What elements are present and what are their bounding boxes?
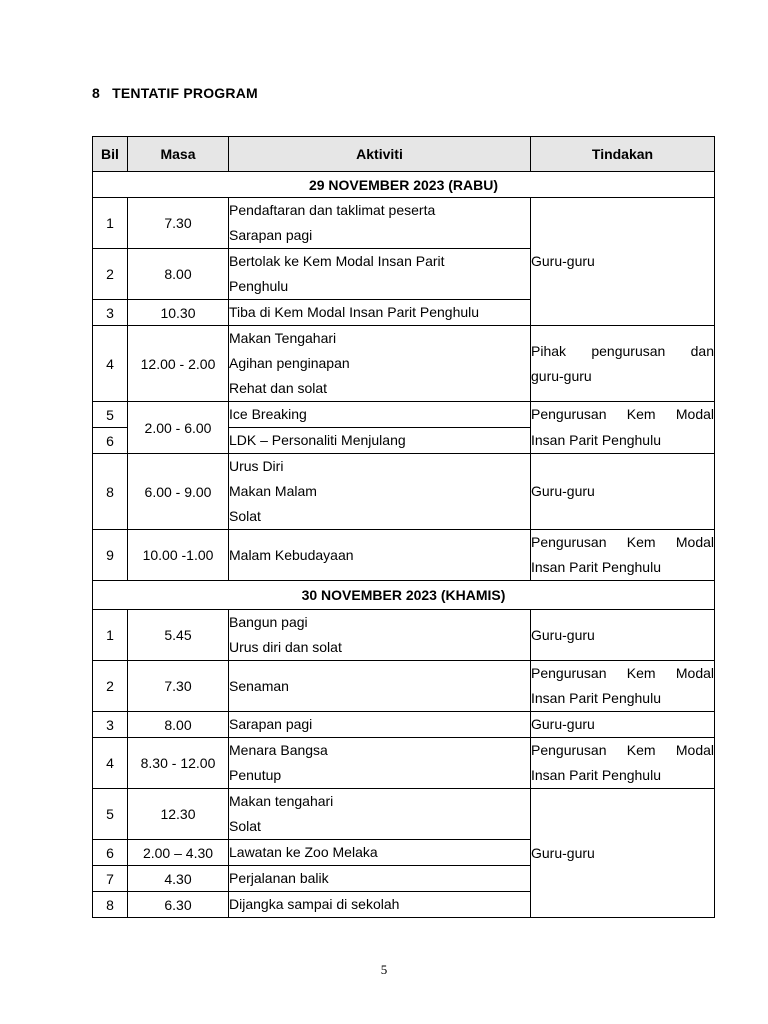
aktiviti-cell: Sarapan pagi [229,712,531,738]
bil-cell: 4 [93,326,128,402]
table-row [93,198,715,249]
aktiviti-cell [229,610,531,661]
day-row [93,172,715,198]
aktiviti-cell: LDK – Personaliti Menjulang [229,428,531,454]
aktiviti-cell [229,198,531,249]
aktiviti-line: Menara Bangsa [229,742,328,758]
masa-cell: 8.00 [128,712,229,738]
aktiviti-cell [229,326,531,402]
table-row [93,661,715,712]
aktiviti-cell: Perjalanan balik [229,866,531,892]
aktiviti-cell: Dijangka sampai di sekolah [229,892,531,918]
tindakan-line: Insan Parit Penghulu [531,559,661,575]
tindakan-line: Pengurusan Kem Modal [531,742,714,758]
tindakan-cell [531,661,715,712]
table-row [93,789,715,840]
bil-cell: 9 [93,530,128,581]
masa-cell: 7.30 [128,661,229,712]
masa-cell: 6.00 - 9.00 [128,454,229,530]
header-tindakan: Tindakan [531,137,715,172]
bil-cell: 2 [93,249,128,300]
aktiviti-cell: Lawatan ke Zoo Melaka [229,840,531,866]
table-row [93,402,715,428]
aktiviti-line: Urus diri dan solat [229,639,342,655]
aktiviti-line: Urus Diri [229,458,284,474]
masa-cell: 4.30 [128,866,229,892]
aktiviti-line: Penghulu [229,278,289,294]
tindakan-cell [531,326,715,402]
tindakan-line: Pengurusan Kem Modal [531,406,714,423]
header-bil: Bil [93,137,128,172]
aktiviti-cell [229,249,531,300]
masa-cell: 6.30 [128,892,229,918]
masa-cell: 10.30 [128,300,229,326]
table-header-row [93,137,715,172]
tindakan-line: Insan Parit Penghulu [531,767,661,783]
masa-cell: 5.45 [128,610,229,661]
aktiviti-line: Sarapan pagi [229,227,313,243]
program-table [92,136,715,918]
header-aktiviti: Aktiviti [229,137,531,172]
header-masa: Masa [128,137,229,172]
masa-cell: 7.30 [128,198,229,249]
bil-cell: 8 [93,454,128,530]
tindakan-cell [531,738,715,789]
aktiviti-line: Bangun pagi [229,614,308,630]
day2-date: 30 NOVEMBER 2023 (KHAMIS) [93,581,715,610]
masa-cell: 12.30 [128,789,229,840]
masa-cell: 2.00 - 6.00 [128,402,229,454]
bil-cell: 5 [93,789,128,840]
table-row [93,530,715,581]
section-number: 8 [92,85,100,101]
tindakan-line: Pengurusan Kem Modal [531,534,714,550]
table-row [93,738,715,789]
aktiviti-line: Agihan penginapan [229,355,350,371]
masa-cell: 2.00 – 4.30 [128,840,229,866]
tindakan-cell: Guru-guru [531,454,715,530]
masa-cell: 12.00 - 2.00 [128,326,229,402]
tindakan-cell [531,530,715,581]
tindakan-line: Pihak pengurusan dan [531,342,714,359]
aktiviti-line: Makan Malam [229,483,317,499]
aktiviti-cell [229,738,531,789]
page-number: 5 [380,962,388,977]
masa-cell: 10.00 -1.00 [128,530,229,581]
aktiviti-cell [229,454,531,530]
aktiviti-line: Makan Tengahari [229,330,337,346]
bil-cell: 7 [93,866,128,892]
tindakan-cell: Guru-guru [531,712,715,738]
table-row [93,610,715,661]
tindakan-cell [531,402,715,428]
bil-cell: 6 [93,840,128,866]
tindakan-line: Insan Parit Penghulu [531,690,661,706]
aktiviti-cell: Senaman [229,661,531,712]
aktiviti-cell: Ice Breaking [229,402,531,428]
section-title: TENTATIF PROGRAM [112,85,258,101]
bil-cell: 6 [93,428,128,454]
section-heading [92,85,258,101]
tindakan-cell: Guru-guru [531,198,715,326]
day-row [93,581,715,610]
day1-date: 29 NOVEMBER 2023 (RABU) [93,172,715,198]
bil-cell: 4 [93,738,128,789]
bil-cell: 2 [93,661,128,712]
tindakan-cell: Guru-guru [531,610,715,661]
tindakan-line: Pengurusan Kem Modal [531,665,714,681]
tindakan-cell: Guru-guru [531,789,715,918]
aktiviti-cell: Tiba di Kem Modal Insan Parit Penghulu [229,300,531,326]
aktiviti-line: Solat [229,818,261,834]
bil-cell: 3 [93,300,128,326]
bil-cell: 8 [93,892,128,918]
aktiviti-line: Pendaftaran dan taklimat peserta [229,202,436,218]
aktiviti-cell: Malam Kebudayaan [229,530,531,581]
aktiviti-line: Makan tengahari [229,793,334,809]
aktiviti-line: Solat [229,508,261,524]
bil-cell: 5 [93,402,128,428]
aktiviti-line: Penutup [229,767,282,783]
bil-cell: 1 [93,198,128,249]
table-row [93,712,715,738]
table-row [93,454,715,530]
bil-cell: 3 [93,712,128,738]
bil-cell: 1 [93,610,128,661]
aktiviti-line: Rehat dan solat [229,380,328,396]
tindakan-cell: Insan Parit Penghulu [531,428,715,454]
aktiviti-line: Bertolak ke Kem Modal Insan Parit [229,253,445,269]
table-row [93,326,715,402]
tindakan-line: guru-guru [531,367,592,384]
masa-cell: 8.00 [128,249,229,300]
aktiviti-cell [229,789,531,840]
masa-cell: 8.30 - 12.00 [128,738,229,789]
